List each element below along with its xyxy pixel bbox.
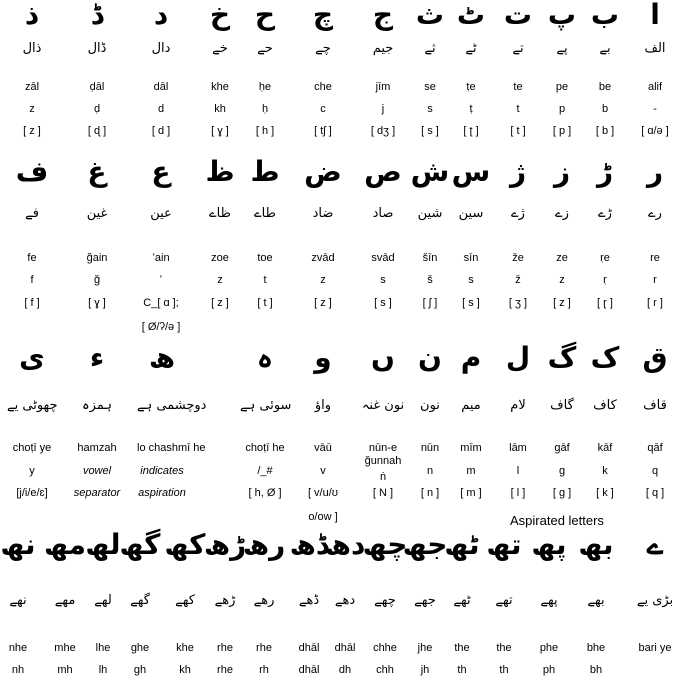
transliteration: dhāl xyxy=(298,664,320,676)
letter-glyph: ء xyxy=(89,341,105,374)
transliteration: /_# xyxy=(257,465,273,477)
letter-name-urdu: ٹھے xyxy=(453,593,471,608)
letter-name-urdu: چھے xyxy=(374,593,396,608)
letter-name: bhe xyxy=(586,642,606,654)
transliteration: c xyxy=(320,103,326,115)
transliteration: d xyxy=(157,103,165,115)
ipa-value: [ ɣ ] xyxy=(88,297,106,309)
letter-name: qāf xyxy=(647,442,663,454)
letter-name-urdu: زے xyxy=(555,206,569,221)
letter-name-urdu: پھے xyxy=(540,593,558,608)
letter-glyph: ھ xyxy=(148,341,176,374)
letter-glyph: ف xyxy=(15,155,49,188)
letter-name: phe xyxy=(539,642,559,654)
letter-name-urdu: بے xyxy=(599,41,611,56)
letter-glyph: ڈ xyxy=(90,0,104,31)
letter-glyph: ب xyxy=(590,0,620,31)
letter-name-urdu: کھے xyxy=(175,593,195,608)
letter-name-urdu: بھے xyxy=(587,593,605,608)
transliteration: s xyxy=(468,274,474,286)
letter-name-urdu: ڑے xyxy=(598,206,612,221)
letter-glyph: ں xyxy=(371,341,395,374)
letter-name: zoe xyxy=(211,252,229,264)
transliteration: ṭ xyxy=(469,103,473,115)
transliteration: z xyxy=(559,274,565,286)
letter-glyph: رھ xyxy=(242,528,286,561)
ipa-value: [ ʃ ] xyxy=(422,297,438,309)
letter-name-urdu: عین xyxy=(150,206,172,221)
letter-name: the xyxy=(496,642,512,654)
transliteration: ṅ xyxy=(379,471,387,483)
letter-glyph: ٹھ xyxy=(444,528,480,561)
transliteration: mh xyxy=(57,664,73,676)
letter-name: lhe xyxy=(95,642,111,654)
ipa-value: [ m ] xyxy=(460,487,482,499)
letter-name: khe xyxy=(176,642,194,654)
transliteration: s xyxy=(427,103,433,115)
letter-name-urdu: پے xyxy=(556,41,568,56)
ipa-value: [ ɖ ] xyxy=(87,125,107,137)
transliteration: ʻ xyxy=(159,274,163,286)
transliteration: r xyxy=(653,274,657,286)
letter-glyph: ق xyxy=(642,341,668,374)
letter-name-urdu: ضاد xyxy=(312,206,334,221)
ipa-value: [ p ] xyxy=(552,125,572,137)
letter-name: mīm xyxy=(460,442,482,454)
ipa-value: separator xyxy=(73,487,121,499)
ipa-value: [ dʒ ] xyxy=(370,125,396,137)
letter-glyph: جھ xyxy=(402,528,448,561)
letter-name-urdu: حے xyxy=(257,41,273,56)
letter-name-urdu: غین xyxy=(86,206,108,221)
letter-name-urdu: رھے xyxy=(253,593,275,608)
transliteration: ḥ xyxy=(261,103,269,115)
transliteration: ḍ xyxy=(93,103,101,115)
letter-name: rhe xyxy=(256,642,272,654)
letter-name-urdu: نون xyxy=(420,398,440,413)
letter-name: ṭe xyxy=(466,81,476,93)
letter-name-urdu: دوچشمی ہے xyxy=(137,398,207,413)
letter-name: ze xyxy=(556,252,568,264)
ipa-value: [ q ] xyxy=(645,487,665,499)
letter-glyph: ژ xyxy=(509,155,527,188)
ipa-value: [ ɣ ] xyxy=(211,125,229,137)
transliteration: ph xyxy=(542,664,556,676)
transliteration: z xyxy=(320,274,326,286)
letter-name-urdu: جھے xyxy=(414,593,436,608)
letter-name-urdu: کاف xyxy=(593,398,617,413)
transliteration: rh xyxy=(259,664,269,676)
ipa-value: [ n ] xyxy=(420,487,440,499)
letter-name: fe xyxy=(27,252,37,264)
letter-glyph: گھ xyxy=(119,528,161,561)
letter-glyph: ش xyxy=(410,155,450,188)
transliteration: ğ xyxy=(93,274,101,286)
letter-name-urdu: جیم xyxy=(372,41,394,56)
letter-name: che xyxy=(314,81,332,93)
letter-glyph: ڑ xyxy=(596,155,614,188)
ipa-value: [ s ] xyxy=(462,297,480,309)
letter-glyph: ج xyxy=(372,0,394,31)
letter-name-urdu: قاف xyxy=(643,398,667,413)
letter-name-urdu: رے xyxy=(648,206,662,221)
letter-name: chhe xyxy=(373,642,397,654)
letter-name: alif xyxy=(647,81,663,93)
letter-name: ḥe xyxy=(258,81,272,93)
transliteration: t xyxy=(263,274,267,286)
letter-name-urdu: دھے xyxy=(334,593,356,608)
ipa-value: [ d ] xyxy=(151,125,171,137)
letter-name: be xyxy=(598,81,612,93)
transliteration: z xyxy=(29,103,35,115)
aspirated-letters-caption: Aspirated letters xyxy=(510,513,604,528)
letter-name-urdu: ڑھے xyxy=(214,593,236,608)
letter-glyph: پھ xyxy=(531,528,567,561)
letter-name-urdu: گھے xyxy=(130,593,150,608)
letter-name: the xyxy=(454,642,470,654)
letter-name: pe xyxy=(555,81,569,93)
letter-glyph: و xyxy=(314,341,332,374)
letter-glyph: چ xyxy=(312,0,334,31)
letter-glyph: ث xyxy=(415,0,445,31)
letter-name: toe xyxy=(257,252,273,264)
transliteration: l xyxy=(516,465,520,477)
ipa-value: [ ʈ ] xyxy=(463,125,479,137)
ipa-value: [ s ] xyxy=(421,125,439,137)
letter-name-urdu: طاے xyxy=(254,206,276,221)
letter-name: lo chashmī he xyxy=(137,442,206,454)
transliteration: j xyxy=(381,103,385,115)
letter-name-urdu: مھے xyxy=(54,593,76,608)
letter-name-urdu: دال xyxy=(151,41,171,56)
letter-name-urdu: واؤ xyxy=(314,398,332,413)
letter-name: rhe xyxy=(217,642,233,654)
letter-name: zvād xyxy=(311,252,335,264)
letter-name-urdu: ظاے xyxy=(209,206,231,221)
letter-glyph: ہ xyxy=(256,341,274,374)
transliteration: ž xyxy=(515,274,521,286)
letter-name: zāl xyxy=(24,81,40,93)
letter-glyph: تھ xyxy=(486,528,522,561)
transliteration: b xyxy=(601,103,609,115)
letter-glyph: ذ xyxy=(24,0,40,31)
letter-name-urdu: ذال xyxy=(22,41,42,56)
letter-name: ghe xyxy=(130,642,150,654)
letter-glyph: م xyxy=(460,341,482,374)
ipa-value: aspiration xyxy=(138,487,186,499)
transliteration: q xyxy=(651,465,659,477)
ipa-value: [ z ] xyxy=(211,297,229,309)
letter-glyph: مھ xyxy=(44,528,86,561)
letter-name: choṭī he xyxy=(245,442,285,454)
letter-name-urdu: ثے xyxy=(424,41,436,56)
letter-name: kāf xyxy=(597,442,613,454)
letter-glyph: ی xyxy=(19,341,45,374)
letter-glyph: گ xyxy=(547,341,577,374)
letter-name: hamzah xyxy=(77,442,117,454)
transliteration: vowel xyxy=(82,465,112,477)
letter-name: lām xyxy=(509,442,527,454)
transliteration: m xyxy=(466,465,476,477)
transliteration: š xyxy=(427,274,433,286)
letter-glyph: ع xyxy=(151,155,171,188)
transliteration: - xyxy=(653,103,657,115)
letter-glyph: ل xyxy=(505,341,531,374)
letter-name: ʻain xyxy=(152,252,170,264)
ipa-value: [ s ] xyxy=(374,297,392,309)
letter-name: mhe xyxy=(54,642,76,654)
letter-name: svād xyxy=(371,252,395,264)
letter-name: choṭī ye xyxy=(12,442,52,454)
letter-name-urdu: سین xyxy=(458,206,484,221)
letter-glyph: بھ xyxy=(578,528,614,561)
letter-name: khe xyxy=(211,81,229,93)
transliteration: kh xyxy=(214,103,226,115)
transliteration: ṛ xyxy=(603,274,607,286)
letter-name: vāū xyxy=(314,442,332,454)
ipa-value: [ l ] xyxy=(510,487,526,499)
letter-glyph: ص xyxy=(364,155,402,188)
letter-glyph: ن xyxy=(418,341,442,374)
letter-glyph: ز xyxy=(553,155,571,188)
letter-name: ḍāl xyxy=(89,81,105,93)
letter-glyph: دھ xyxy=(324,528,366,561)
transliteration: nh xyxy=(11,664,25,676)
letter-name-urdu: گاف xyxy=(550,398,574,413)
letter-glyph: چھ xyxy=(362,528,408,561)
ipa-value: [ ɽ ] xyxy=(597,297,613,309)
transliteration: indicates xyxy=(140,465,184,477)
letter-name: šīn xyxy=(422,252,438,264)
letter-name-line2: ğunnah xyxy=(364,455,402,467)
ipa-value: [ z ] xyxy=(553,297,571,309)
ipa-value: [ h ] xyxy=(255,125,275,137)
transliteration: gh xyxy=(133,664,147,676)
letter-name: gāf xyxy=(554,442,570,454)
letter-name-urdu: ژے xyxy=(511,206,525,221)
letter-glyph: ظ xyxy=(205,155,235,188)
ipa-value: [ t ] xyxy=(257,297,273,309)
letter-name: bari ye xyxy=(638,642,672,654)
transliteration: n xyxy=(426,465,434,477)
letter-name-urdu: چھوٹی یے xyxy=(7,398,58,413)
letter-name-urdu: تھے xyxy=(495,593,513,608)
ipa-value: [ h, Ø ] xyxy=(248,487,282,499)
letter-name: dhāl xyxy=(298,642,320,654)
ipa-value: [ z ] xyxy=(23,125,41,137)
transliteration: g xyxy=(558,465,566,477)
letter-glyph: ح xyxy=(254,0,276,31)
letter-name-urdu: ڈھے xyxy=(298,593,320,608)
letter-glyph: کھ xyxy=(164,528,206,561)
ipa-value: [ f ] xyxy=(24,297,40,309)
transliteration: rhe xyxy=(217,664,233,676)
ipa-value: [ ʒ ] xyxy=(508,297,528,309)
letter-glyph: غ xyxy=(87,155,107,188)
letter-name: že xyxy=(512,252,524,264)
letter-name-urdu: نون غنہ xyxy=(361,398,405,413)
transliteration: k xyxy=(602,465,608,477)
letter-name-urdu: تے xyxy=(512,41,524,56)
transliteration: f xyxy=(30,274,34,286)
letter-name-urdu: صاد xyxy=(372,206,394,221)
letter-glyph: د xyxy=(153,0,169,31)
letter-glyph: نھ xyxy=(0,528,36,561)
letter-name-urdu: چے xyxy=(315,41,331,56)
ipa-value: [ r ] xyxy=(647,297,663,309)
transliteration: s xyxy=(380,274,386,286)
transliteration: dh xyxy=(338,664,352,676)
ipa-value: [ z ] xyxy=(314,297,332,309)
letter-name: re xyxy=(650,252,660,264)
letter-name: nūn-e xyxy=(368,442,398,454)
ipa-value-line2: o/ow ] xyxy=(308,511,338,523)
ipa-value-line2: [ Ø/ʔ/ə ] xyxy=(141,321,181,333)
letter-name: nūn xyxy=(420,442,440,454)
letter-glyph: ر xyxy=(646,155,664,188)
transliteration: v xyxy=(320,465,326,477)
letter-name-urdu: بڑی یے xyxy=(636,593,674,608)
ipa-value: [ tʃ ] xyxy=(314,125,332,137)
letter-name: jhe xyxy=(417,642,433,654)
letter-name: nhe xyxy=(8,642,28,654)
transliteration: chh xyxy=(376,664,394,676)
ipa-value: [ t ] xyxy=(510,125,526,137)
letter-name-urdu: الف xyxy=(644,41,666,56)
letter-glyph: ک xyxy=(590,341,620,374)
transliteration: p xyxy=(558,103,566,115)
letter-name-urdu: میم xyxy=(461,398,481,413)
transliteration: z xyxy=(217,274,223,286)
letter-glyph: لھ xyxy=(85,528,121,561)
ipa-value: C_[ ɑ ]; xyxy=(143,297,179,309)
letter-name: se xyxy=(424,81,436,93)
transliteration: kh xyxy=(179,664,191,676)
transliteration: t xyxy=(516,103,520,115)
letter-glyph: ڑھ xyxy=(203,528,247,561)
transliteration: bh xyxy=(589,664,603,676)
transliteration: y xyxy=(29,465,35,477)
letter-name: sīn xyxy=(463,252,479,264)
ipa-value: [ b ] xyxy=(595,125,615,137)
letter-glyph: ے xyxy=(646,528,664,561)
letter-glyph: خ xyxy=(209,0,231,31)
letter-name-urdu: لھے xyxy=(94,593,112,608)
ipa-value: [ g ] xyxy=(552,487,572,499)
transliteration: lh xyxy=(98,664,108,676)
letter-glyph: ڈھ xyxy=(289,528,329,561)
ipa-value: [j/i/e/ɛ] xyxy=(16,487,48,499)
letter-glyph: پ xyxy=(547,0,577,31)
letter-name-urdu: لام xyxy=(510,398,526,413)
letter-name: jīm xyxy=(375,81,391,93)
letter-glyph: ض xyxy=(304,155,342,188)
transliteration: th xyxy=(499,664,509,676)
letter-name-urdu: نھے xyxy=(9,593,27,608)
letter-name-urdu: شین xyxy=(417,206,443,221)
ipa-value: [ v/u/ʊ xyxy=(307,487,339,499)
letter-glyph: ط xyxy=(250,155,280,188)
letter-glyph: ت xyxy=(503,0,533,31)
transliteration: jh xyxy=(420,664,430,676)
letter-name-urdu: ٹے xyxy=(465,41,477,56)
letter-name: te xyxy=(513,81,523,93)
letter-name-urdu: ڈال xyxy=(87,41,107,56)
letter-name-urdu: سوئی ہے xyxy=(240,398,292,413)
ipa-value: [ N ] xyxy=(372,487,394,499)
letter-name: dāl xyxy=(153,81,169,93)
letter-name: dhāl xyxy=(334,642,356,654)
letter-name-urdu: فے xyxy=(25,206,39,221)
letter-glyph: ٹ xyxy=(456,0,486,31)
ipa-value: [ ɑ/ə ] xyxy=(641,125,669,137)
transliteration: th xyxy=(457,664,467,676)
letter-name-urdu: ہمزہ xyxy=(82,398,112,413)
letter-glyph: س xyxy=(451,155,491,188)
letter-glyph: ا xyxy=(650,0,660,31)
ipa-value: [ k ] xyxy=(596,487,614,499)
letter-name-urdu: خے xyxy=(212,41,228,56)
letter-name: ṛe xyxy=(600,252,610,264)
letter-name: ğain xyxy=(86,252,108,264)
